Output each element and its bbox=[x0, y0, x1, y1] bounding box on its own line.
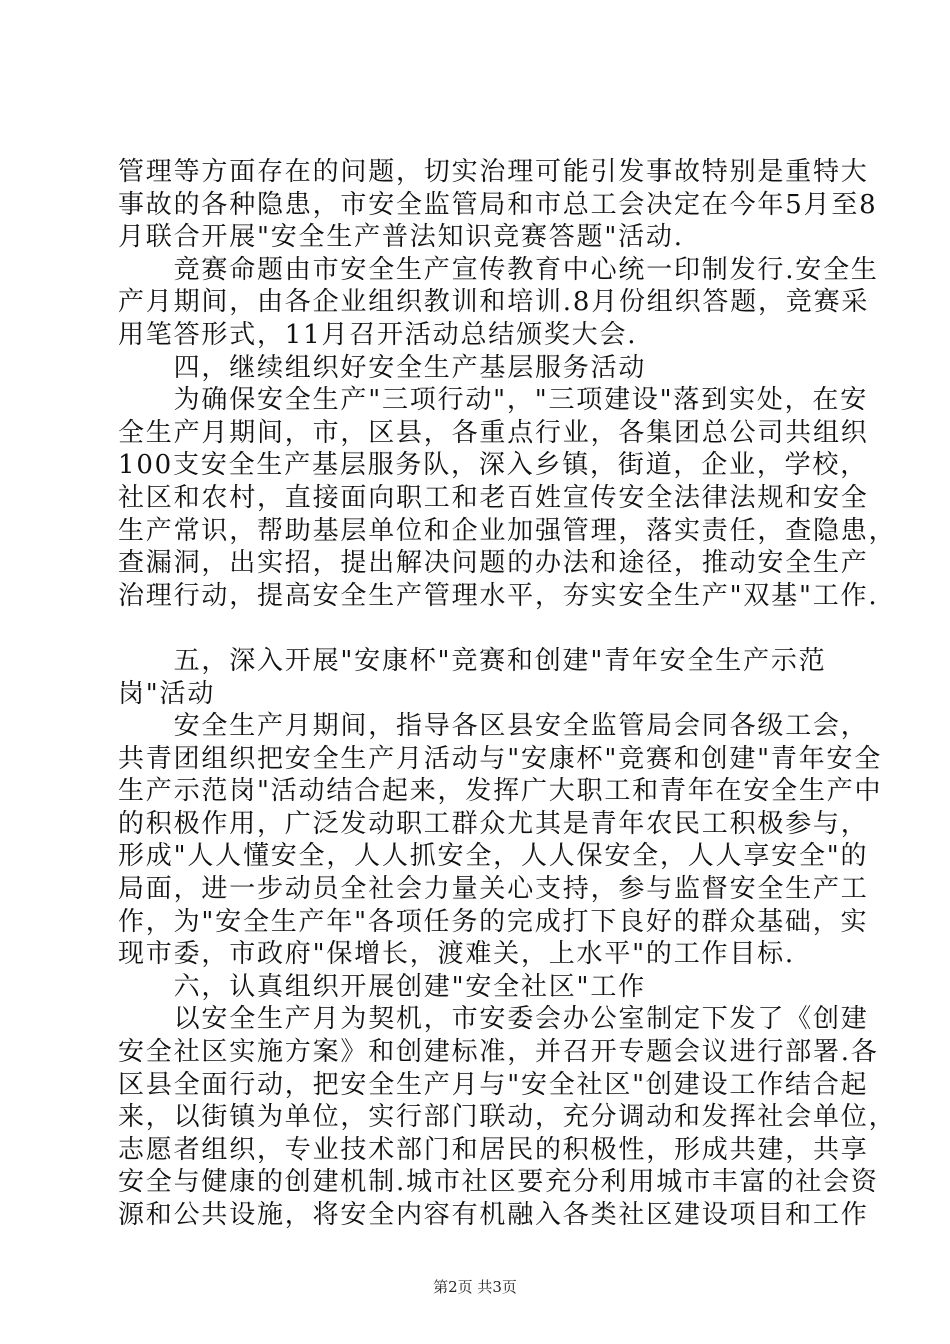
text-line: 作，为"安全生产年"各项任务的完成打下良好的群众基础，实 bbox=[118, 906, 869, 937]
text-line: 管理等方面存在的问题，切实治理可能引发事故特别是重特大 bbox=[118, 157, 869, 187]
paragraph-service-activity bbox=[118, 384, 897, 612]
text-line: 志愿者组织，专业技术部门和居民的积极性，形成共建，共享 bbox=[118, 1134, 869, 1165]
section-heading-4 bbox=[118, 352, 838, 385]
heading-line: 五，深入开展"安康杯"竞赛和创建"青年安全生产示范 bbox=[118, 645, 827, 676]
heading-line: 六，认真组织开展创建"安全社区"工作 bbox=[118, 971, 646, 1002]
paragraph-safe-community bbox=[118, 1003, 897, 1231]
text-line: 事故的各种隐患，市安全监管局和市总工会决定在今年5月至8 bbox=[118, 189, 878, 220]
blank-line bbox=[118, 612, 838, 645]
text-line: 月联合开展"安全生产普法知识竞赛答题"活动. bbox=[118, 222, 684, 253]
text-line: 产月期间，由各企业组织教训和培训.8月份组织答题，竞赛采 bbox=[118, 287, 870, 318]
text-line: 竞赛命题由市安全生产宣传教育中心统一印制发行.安全生 bbox=[118, 254, 879, 285]
text-line: 区县全面行动，把安全生产月与"安全社区"创建设工作结合起 bbox=[118, 1069, 869, 1100]
text-line: 现市委，市政府"保增长，渡难关，上水平"的工作目标. bbox=[118, 939, 795, 970]
text-line: 用笔答形式，11月召开活动总结颁奖大会. bbox=[118, 319, 638, 350]
text-line: 生产常识，帮助基层单位和企业加强管理，落实责任，查隐患， bbox=[118, 515, 897, 546]
text-line: 查漏洞，出实招，提出解决问题的办法和途径，推动安全生产 bbox=[118, 548, 869, 579]
paragraph-competition bbox=[118, 254, 879, 352]
text-line: 安全生产月期间，指导各区县安全监管局会同各级工会， bbox=[118, 711, 869, 742]
text-line: 形成"人人懂安全，人人抓安全，人人保安全，人人享安全"的 bbox=[118, 841, 869, 872]
paragraph-ankang-cup bbox=[118, 710, 883, 971]
document-body bbox=[118, 156, 897, 1232]
text-line: 的积极作用，广泛发动职工群众尤其是青年农民工积极参与， bbox=[118, 808, 869, 839]
text-line: 安全与健康的创建机制.城市社区要充分利用城市丰富的社会资 bbox=[118, 1167, 879, 1198]
text-line: 源和公共设施，将安全内容有机融入各类社区建设项目和工作 bbox=[118, 1200, 869, 1230]
page-number: 第2页 共3页 bbox=[433, 1278, 517, 1296]
text-line: 生产示范岗"活动结合起来，发挥广大职工和青年在安全生产中 bbox=[118, 776, 883, 807]
text-line: 共青团组织把安全生产月活动与"安康杯"竞赛和创建"青年安全 bbox=[118, 743, 883, 774]
text-line: 来，以街镇为单位，实行部门联动，充分调动和发挥社会单位， bbox=[118, 1102, 897, 1133]
heading-line: 岗"活动 bbox=[118, 678, 216, 709]
text-line: 安全社区实施方案》和创建标准，并召开专题会议进行部署.各 bbox=[118, 1037, 879, 1068]
heading-line: 四，继续组织好安全生产基层服务活动 bbox=[118, 352, 647, 383]
section-heading-6 bbox=[118, 971, 838, 1004]
text-line: 社区和农村，直接面向职工和老百姓宣传安全法律法规和安全 bbox=[118, 482, 869, 513]
text-line: 为确保安全生产"三项行动"，"三项建设"落到实处，在安 bbox=[118, 385, 869, 416]
paragraph-intro-continued bbox=[118, 156, 878, 254]
text-line: 以安全生产月为契机，市安委会办公室制定下发了《创建 bbox=[118, 1004, 869, 1035]
text-line: 100支安全生产基层服务队，深入乡镇，街道，企业，学校， bbox=[118, 450, 869, 481]
page-footer bbox=[0, 1276, 950, 1297]
text-line: 治理行动，提高安全生产管理水平，夯实安全生产"双基"工作. bbox=[118, 580, 879, 611]
text-line: 全生产月期间，市，区县，各重点行业，各集团总公司共组织 bbox=[118, 417, 869, 448]
section-heading-5 bbox=[118, 645, 838, 710]
text-line: 局面，进一步动员全社会力量关心支持，参与监督安全生产工 bbox=[118, 874, 869, 905]
